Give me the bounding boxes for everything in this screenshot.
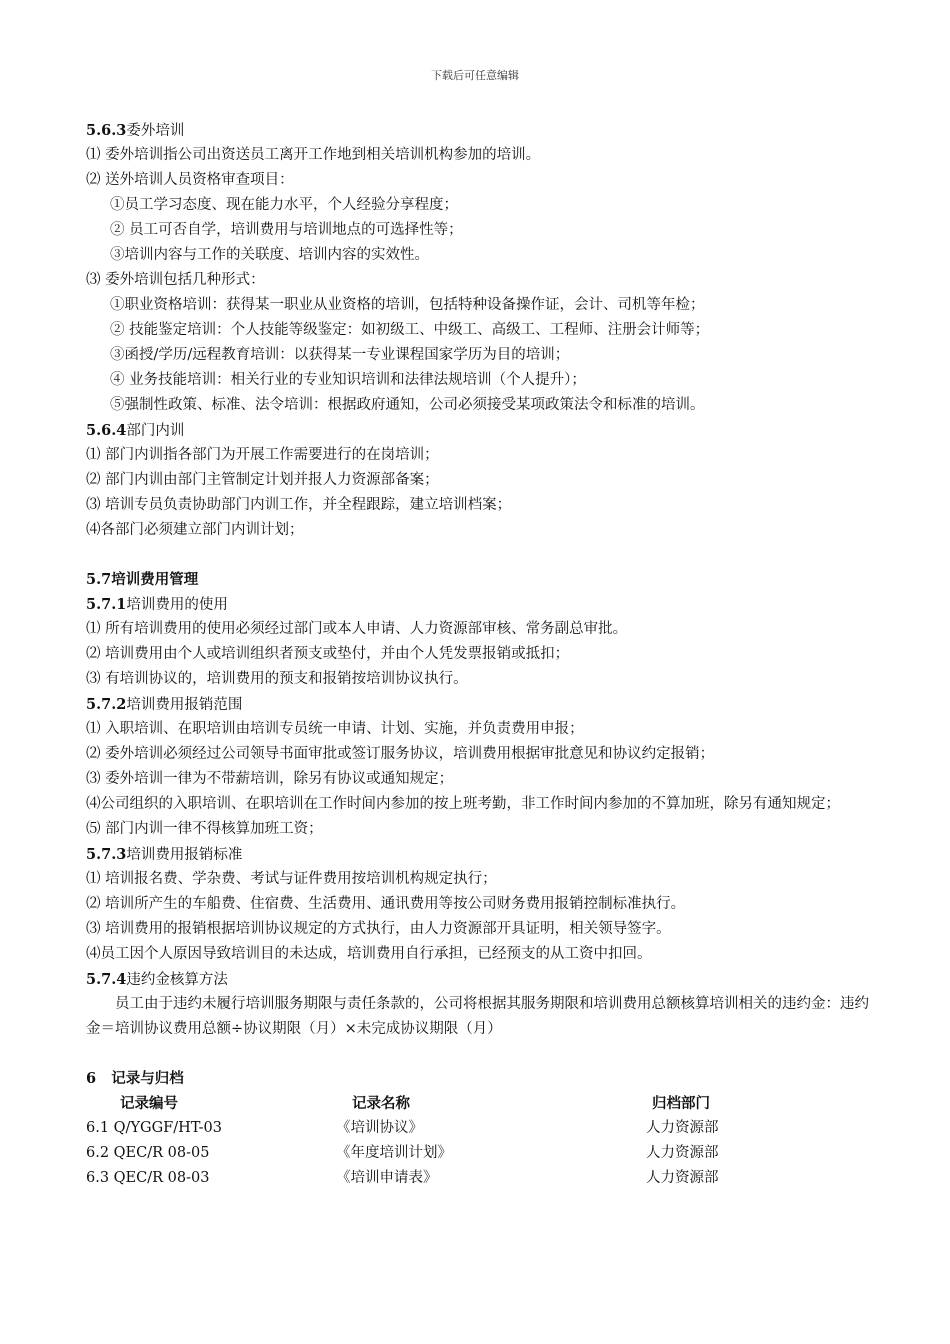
section-title: 培训费用报销范围: [126, 697, 243, 713]
paragraph-spacer: [86, 1042, 876, 1066]
paragraph-spacer: [86, 543, 876, 567]
section-heading-5-6-3: [86, 118, 876, 143]
table-cell: 《培训申请表》: [336, 1170, 438, 1186]
column-header: 记录名称: [352, 1095, 410, 1112]
table-cell: 6.2 QEC/R 08-05: [86, 1145, 210, 1161]
list-item: ⑵ 送外培训人员资格审查项目：: [86, 172, 294, 188]
table-cell: 6.1 Q/YGGF/HT-03: [86, 1120, 222, 1136]
list-item: ⑷公司组织的入职培训、在职培训在工作时间内参加的按上班考勤，非工作时间内参加的不算加班，除另有通知规定；: [86, 796, 840, 812]
list-item: ⑶ 委外培训包括几种形式：: [86, 272, 265, 288]
section-title: 培训费用管理: [111, 571, 199, 588]
section-number: 6: [86, 1070, 97, 1087]
section-heading-5-7: [86, 567, 876, 592]
section-heading-5-7-4: [86, 967, 876, 992]
list-item: ⑵ 培训费用由个人或培训组织者预支或垫付，并由个人凭发票报销或抵扣；: [86, 646, 570, 662]
page-header: 下载后可任意编辑: [431, 69, 519, 82]
list-item: ⑶ 培训专员负责协助部门内训工作，并全程跟踪，建立培训档案；: [86, 497, 512, 513]
section-number: 5.7.2: [86, 696, 127, 713]
section-title: 记录与归档: [111, 1070, 184, 1087]
section-number: 5.7.4: [86, 971, 127, 988]
document-body: [86, 118, 876, 1191]
section-title: 培训费用的使用: [126, 597, 228, 613]
paragraph: 员工由于违约未履行培训服务期限与责任条款的，公司将根据其服务期限和培训费用总额核算培训相关的违约金：违约金＝培训协议费用总额÷协议期限（月）×未完成协议期限（月）: [86, 996, 869, 1037]
list-item: ⑸ 部门内训一律不得核算加班工资；: [86, 821, 323, 837]
section-number: 5.7: [86, 571, 112, 588]
list-item: ⑵ 部门内训由部门主管制定计划并报人力资源部备案；: [86, 472, 439, 488]
table-cell: 人力资源部: [646, 1170, 719, 1186]
list-item: ⑴ 部门内训指各部门为开展工作需要进行的在岗培训；: [86, 447, 439, 463]
list-item: ⑷各部门必须建立部门内训计划；: [86, 522, 304, 538]
list-item: ⑴ 所有培训费用的使用必须经过部门或本人申请、人力资源部审核、常务副总审批。: [86, 621, 628, 637]
list-item: ⑶ 委外培训一律为不带薪培训，除另有协议或通知规定；: [86, 771, 454, 787]
list-item: ⑶ 培训费用的报销根据培训协议规定的方式执行，由人力资源部开具证明，相关领导签字。: [86, 921, 671, 937]
section-title: 培训费用报销标准: [126, 847, 243, 863]
sub-list-item: ①员工学习态度、现在能力水平，个人经验分享程度；: [110, 197, 458, 213]
list-item: ⑴ 委外培训指公司出资送员工离开工作地到相关培训机构参加的培训。: [86, 147, 541, 163]
table-cell: 《培训协议》: [336, 1120, 423, 1136]
section-title: 部门内训: [126, 423, 185, 439]
table-cell: 人力资源部: [646, 1145, 719, 1161]
list-item: ⑴ 培训报名费、学杂费、考试与证件费用按培训机构规定执行；: [86, 871, 497, 887]
sub-list-item: ③函授/学历/远程教育培训：以获得某一专业课程国家学历为目的培训；: [110, 347, 570, 363]
section-number: 5.7.3: [86, 846, 127, 863]
sub-list-item: ② 员工可否自学，培训费用与培训地点的可选择性等；: [110, 222, 463, 238]
column-header: 归档部门: [652, 1095, 710, 1112]
list-item: ⑴ 入职培训、在职培训由培训专员统一申请、计划、实施，并负责费用申报；: [86, 721, 584, 737]
section-heading-6: [86, 1066, 876, 1091]
section-number: 5.6.3: [86, 122, 127, 139]
table-row: [86, 1166, 876, 1191]
sub-list-item: ⑤强制性政策、标准、法令培训：根据政府通知，公司必须接受某项政策法令和标准的培训。: [110, 397, 705, 413]
table-cell: 人力资源部: [646, 1120, 719, 1136]
section-heading-5-7-1: [86, 592, 876, 617]
section-number: 5.6.4: [86, 422, 127, 439]
column-header: 记录编号: [120, 1095, 178, 1112]
section-heading-5-7-2: [86, 692, 876, 717]
sub-list-item: ③培训内容与工作的关联度、培训内容的实效性。: [110, 247, 429, 263]
section-heading-5-6-4: [86, 418, 876, 443]
section-title: 违约金核算方法: [126, 972, 228, 988]
table-cell: 6.3 QEC/R 08-03: [86, 1170, 210, 1186]
section-title: 委外培训: [126, 123, 185, 139]
sub-list-item: ④ 业务技能培训：相关行业的专业知识培训和法律法规培训（个人提升）；: [110, 372, 586, 388]
list-item: ⑶ 有培训协议的，培训费用的预支和报销按培训协议执行。: [86, 671, 468, 687]
sub-list-item: ①职业资格培训：获得某一职业从业资格的培训，包括特种设备操作证，会计、司机等年检；: [110, 297, 705, 313]
table-row: [86, 1116, 876, 1141]
section-number: 5.7.1: [86, 596, 127, 613]
table-cell: 《年度培训计划》: [336, 1145, 452, 1161]
list-item: ⑷员工因个人原因导致培训目的未达成，培训费用自行承担，已经预支的从工资中扣回。: [86, 946, 652, 962]
list-item: ⑵ 委外培训必须经过公司领导书面审批或签订服务协议，培训费用根据审批意见和协议约定报销；: [86, 746, 715, 762]
section-heading-5-7-3: [86, 842, 876, 867]
list-item: ⑵ 培训所产生的车船费、住宿费、生活费用、通讯费用等按公司财务费用报销控制标准执行。: [86, 896, 686, 912]
records-table: [86, 1091, 876, 1191]
table-row: [86, 1141, 876, 1166]
table-header-row: [86, 1091, 876, 1116]
sub-list-item: ② 技能鉴定培训：个人技能等级鉴定：如初级工、中级工、高级工、工程师、注册会计师等；: [110, 322, 710, 338]
